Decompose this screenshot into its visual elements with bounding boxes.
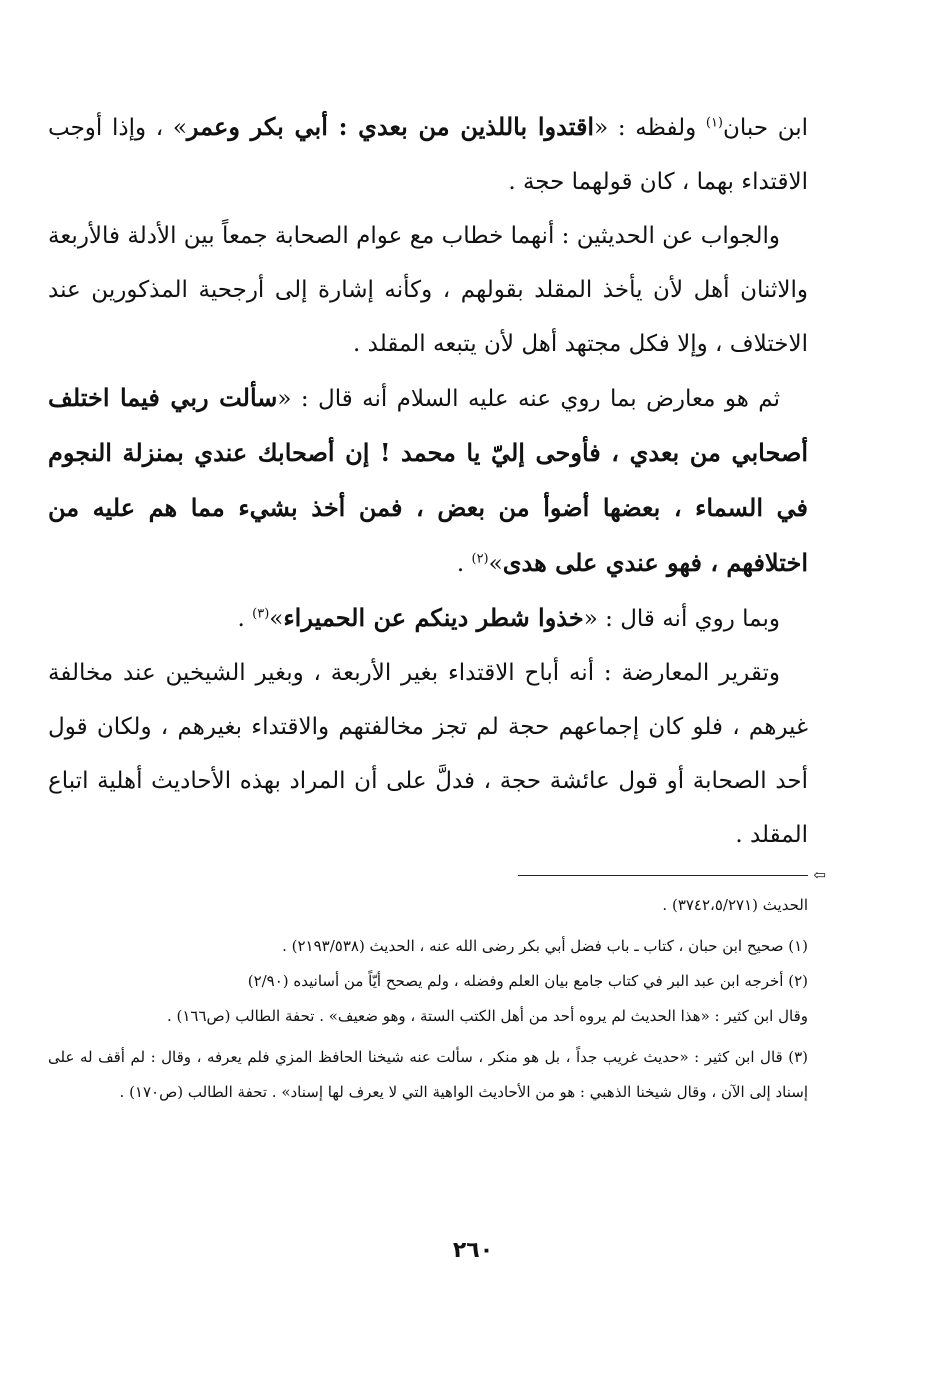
- footnote-2-continued: وقال ابن كثير : «هذا الحديث لم يروه أحد من أهل الكتب الستة ، وهو ضعيف» . تحفة الطالب (ص١٦٦) .: [166, 1007, 808, 1025]
- main-text: [48, 100, 808, 862]
- paragraph-5: وتقرير المعارضة : أنه أباح الاقتداء بغير الأربعة ، وبغير الشيخين عند مخالفة غيرهم ، فلو كان إجماعهم حجة لم تجز مخالفتهم والاقتداء بغيرهم ، ولكان قول أحد الصحابة أو قول عائشة حجة ، فدلَّ على أن المراد بهذه الأحاديث أهلية اتباع المقلد .: [48, 660, 808, 848]
- separator-line: [518, 875, 808, 876]
- footnote-1: (١) صحيح ابن حبان ، كتاب ـ باب فضل أبي بكر رضى الله عنه ، الحديث (٢١٩٣/٥٣٨) .: [282, 937, 808, 955]
- footnote-ref-2[interactable]: (٢): [471, 551, 489, 567]
- text-run: » ، وإذا أوجب الاقتداء بهما ، كان قولهما حجة .: [48, 115, 808, 195]
- page-number: ٢٦٠: [452, 1238, 494, 1263]
- hadith-quote: خذوا شطر دينكم عن الحميراء: [283, 603, 584, 632]
- hadith-quote: اقتدوا باللذين من بعدي : أبي بكر وعمر: [186, 112, 595, 141]
- hadith-quote: سألت ربي فيما اختلف أصحابي من بعدي ، فأوحى إليّ يا محمد ! إن أصحابك عندي بمنزلة النجوم في السماء ، بعضها أضوأ من بعض ، فمن أخذ بشيء مما هم عليه من اختلافهم ، فهو عندي على هدى: [48, 383, 808, 577]
- footnote-ref-1[interactable]: (١): [705, 115, 723, 131]
- continuation-arrow-icon: ⇦: [813, 866, 826, 884]
- footnote-continued: الحديث (٣٧٤٢،٥/٢٧١) .: [662, 896, 808, 914]
- footnotes: [48, 888, 808, 1110]
- text-run: وبما روي أنه قال : «: [583, 606, 780, 632]
- text-run: ثم هو معارض بما روي عنه عليه السلام أنه قال : «: [277, 386, 780, 412]
- footnote-3: (٣) قال ابن كثير : «حديث غريب جداً ، بل هو منكر ، سألت عنه شيخنا الحافظ المزي فلم يعرفه ، وقال : لم أقف له على إسناد إلى الآن ، وقال شيخنا الذهبي : هو من الأحاديث الواهية التي لا يعرف لها إسناد» . تحفة الطالب (ص١٧٠) .: [48, 1048, 808, 1101]
- paragraph-3: [48, 371, 808, 591]
- text-run: .: [237, 606, 253, 632]
- text-run: ولفظه : «: [594, 115, 706, 141]
- text-run: »: [269, 606, 284, 632]
- footnote-separator: [48, 864, 826, 888]
- footnote-ref-3[interactable]: (٣): [252, 606, 270, 622]
- text-run: ابن حبان: [723, 115, 809, 141]
- text-run: .: [456, 551, 472, 577]
- paragraph-4: [48, 591, 808, 646]
- paragraph-2: والجواب عن الحديثين : أنهما خطاب مع عوام الصحابة جمعاً بين الأدلة فالأربعة والاثنان أهل لأن يأخذ المقلد بقولهم ، وكأنه إشارة إلى أرجحية المذكورين عند الاختلاف ، وإلا فكل مجتهد أهل لأن يتبعه المقلد .: [48, 223, 808, 357]
- text-run: »: [488, 551, 503, 577]
- footnote-2: (٢) أخرجه ابن عبد البر في كتاب جامع بيان العلم وفضله ، ولم يصحح أيّاً من أسانيده (٢/٩٠): [247, 972, 808, 990]
- page: [48, 100, 826, 1110]
- paragraph-1: [48, 100, 808, 209]
